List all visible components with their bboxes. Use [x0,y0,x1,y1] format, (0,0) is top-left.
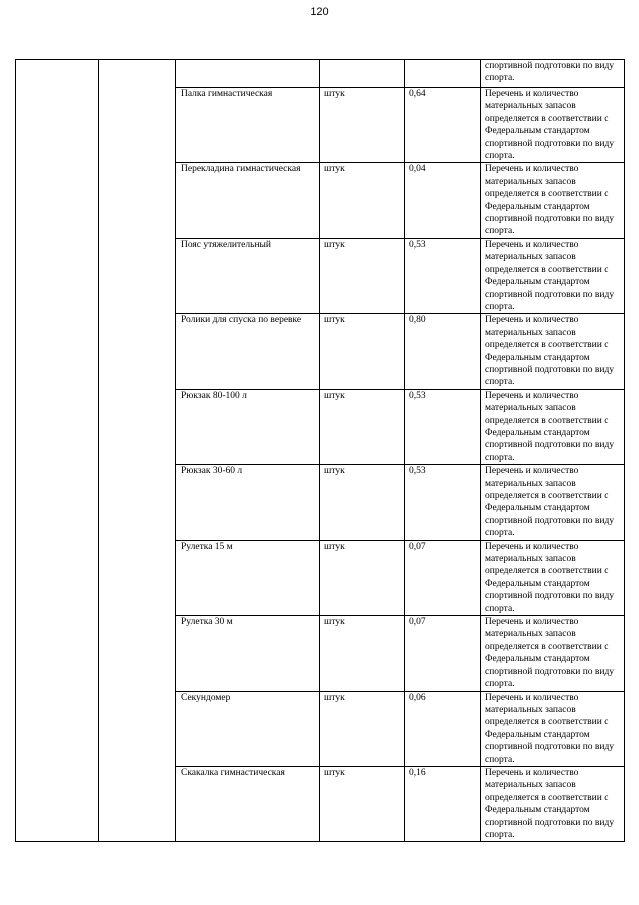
item-name-cell: Секундомер [176,691,320,766]
unit-cell [320,60,405,88]
item-note-cell: Перечень и количество материальных запасов определяется в соответствии с Федеральным стандартом спортивной подготовки по виду спорта. [481,314,625,389]
item-note-cell: Перечень и количество материальных запасов определяется в соответствии с Федеральным стандартом спортивной подготовки по виду спорта. [481,238,625,313]
item-unit-cell: штук [320,238,405,313]
item-unit-cell: штук [320,766,405,841]
continuation-note-cell: спортивной подготовки по виду спорта. [481,60,625,88]
item-unit-cell: штук [320,540,405,615]
item-note-cell: Перечень и количество материальных запасов определяется в соответствии с Федеральным стандартом спортивной подготовки по виду спорта. [481,163,625,238]
item-unit-cell: штук [320,616,405,691]
item-note-cell: Перечень и количество материальных запасов определяется в соответствии с Федеральным стандартом спортивной подготовки по виду спорта. [481,540,625,615]
qty-cell [405,60,481,88]
item-unit-cell: штук [320,389,405,464]
item-name-cell: Ролики для спуска по веревке [176,314,320,389]
name-cell [176,60,320,88]
empty-col-2-cell [99,60,176,842]
item-qty-cell: 0,07 [405,540,481,615]
item-unit-cell: штук [320,163,405,238]
table-row [16,60,625,88]
item-name-cell: Рюкзак 80-100 л [176,389,320,464]
page-number: 120 [310,6,329,18]
item-name-cell: Перекладина гимнастическая [176,163,320,238]
item-note-cell: Перечень и количество материальных запасов определяется в соответствии с Федеральным стандартом спортивной подготовки по виду спорта. [481,465,625,540]
item-name-cell: Рюкзак 30-60 л [176,465,320,540]
item-name-cell: Рулетка 15 м [176,540,320,615]
item-note-cell: Перечень и количество материальных запасов определяется в соответствии с Федеральным стандартом спортивной подготовки по виду спорта. [481,616,625,691]
item-qty-cell: 0,07 [405,616,481,691]
item-qty-cell: 0,06 [405,691,481,766]
item-note-cell: Перечень и количество материальных запасов определяется в соответствии с Федеральным стандартом спортивной подготовки по виду спорта. [481,691,625,766]
item-qty-cell: 0,53 [405,238,481,313]
item-unit-cell: штук [320,465,405,540]
item-unit-cell: штук [320,88,405,163]
item-qty-cell: 0,64 [405,88,481,163]
item-qty-cell: 0,80 [405,314,481,389]
item-note-cell: Перечень и количество материальных запасов определяется в соответствии с Федеральным стандартом спортивной подготовки по виду спорта. [481,88,625,163]
item-name-cell: Палка гимнастическая [176,88,320,163]
item-name-cell: Рулетка 30 м [176,616,320,691]
item-qty-cell: 0,16 [405,766,481,841]
item-unit-cell: штук [320,314,405,389]
item-qty-cell: 0,53 [405,465,481,540]
item-name-cell: Скакалка гимнастическая [176,766,320,841]
item-note-cell: Перечень и количество материальных запасов определяется в соответствии с Федеральным стандартом спортивной подготовки по виду спорта. [481,389,625,464]
empty-col-1-cell [16,60,99,842]
item-qty-cell: 0,53 [405,389,481,464]
item-name-cell: Пояс утяжелительный [176,238,320,313]
item-unit-cell: штук [320,691,405,766]
item-note-cell: Перечень и количество материальных запасов определяется в соответствии с Федеральным стандартом спортивной подготовки по виду спорта. [481,766,625,841]
item-qty-cell: 0,04 [405,163,481,238]
materials-table [15,59,625,842]
